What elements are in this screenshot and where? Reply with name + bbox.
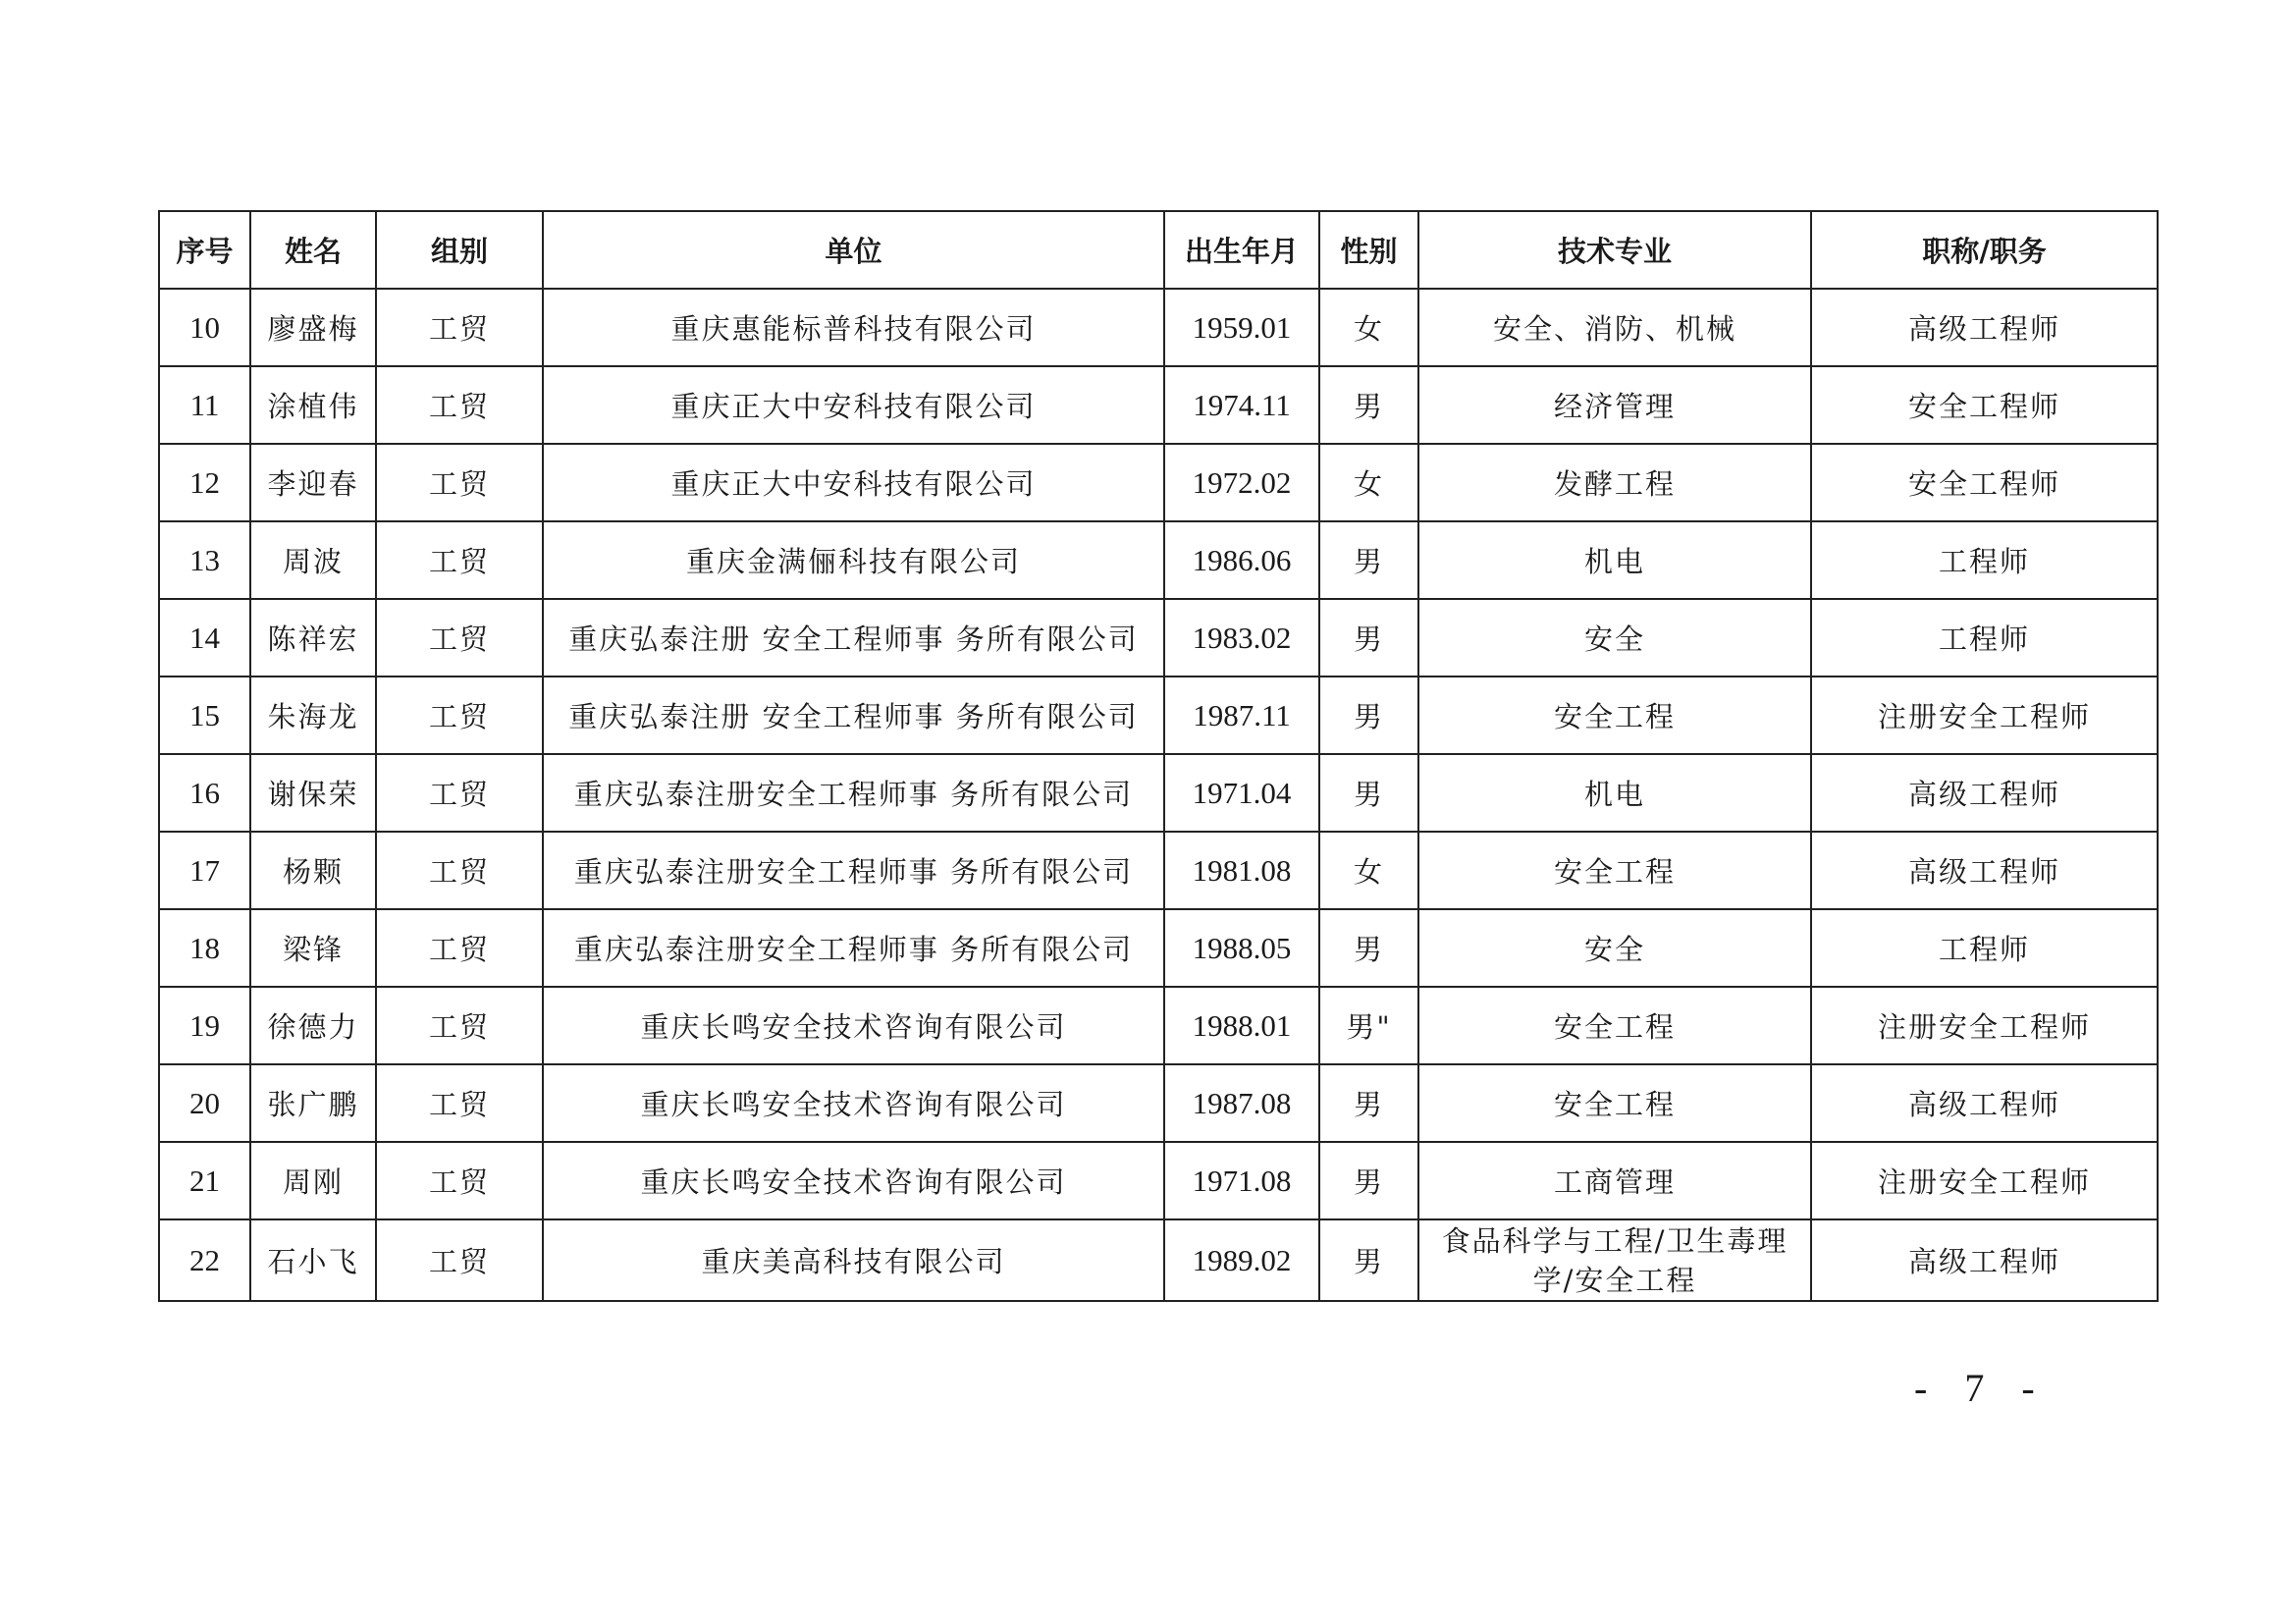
- cell-organization: 重庆弘泰注册 安全工程师事 务所有限公司: [543, 599, 1164, 677]
- cell-birth-date: 1971.08: [1164, 1142, 1319, 1219]
- cell-serial-number: 15: [159, 677, 250, 754]
- table-row: [159, 521, 2158, 599]
- header-organization: 单位: [543, 211, 1164, 289]
- cell-specialty: 安全、消防、机械: [1418, 289, 1811, 366]
- cell-specialty: 工商管理: [1418, 1142, 1811, 1219]
- table-row: [159, 1064, 2158, 1142]
- cell-gender: 女: [1319, 444, 1418, 521]
- header-serial-number: 序号: [159, 211, 250, 289]
- cell-title: 注册安全工程师: [1811, 987, 2158, 1064]
- cell-name: 朱海龙: [250, 677, 376, 754]
- table-row: [159, 444, 2158, 521]
- cell-title: 高级工程师: [1811, 289, 2158, 366]
- cell-organization: 重庆正大中安科技有限公司: [543, 366, 1164, 444]
- cell-group: 工贸: [376, 1064, 543, 1142]
- table-row: [159, 677, 2158, 754]
- cell-specialty: 食品科学与工程/卫生毒理学/安全工程: [1418, 1219, 1811, 1301]
- cell-gender: 女: [1319, 289, 1418, 366]
- cell-serial-number: 21: [159, 1142, 250, 1219]
- cell-birth-date: 1974.11: [1164, 366, 1319, 444]
- cell-gender: 男: [1319, 754, 1418, 832]
- cell-specialty: 安全工程: [1418, 832, 1811, 909]
- expert-roster-table: [158, 210, 2159, 1302]
- table-row: [159, 909, 2158, 987]
- cell-organization: 重庆金满俪科技有限公司: [543, 521, 1164, 599]
- cell-group: 工贸: [376, 1142, 543, 1219]
- cell-organization: 重庆弘泰注册 安全工程师事 务所有限公司: [543, 677, 1164, 754]
- cell-organization: 重庆美高科技有限公司: [543, 1219, 1164, 1301]
- cell-serial-number: 13: [159, 521, 250, 599]
- cell-name: 廖盛梅: [250, 289, 376, 366]
- cell-gender: 男": [1319, 987, 1418, 1064]
- cell-birth-date: 1989.02: [1164, 1219, 1319, 1301]
- table-row: [159, 289, 2158, 366]
- header-specialty: 技术专业: [1418, 211, 1811, 289]
- cell-name: 石小飞: [250, 1219, 376, 1301]
- cell-gender: 男: [1319, 909, 1418, 987]
- cell-title: 高级工程师: [1811, 1219, 2158, 1301]
- cell-title: 工程师: [1811, 909, 2158, 987]
- cell-name: 徐德力: [250, 987, 376, 1064]
- table-row: [159, 1142, 2158, 1219]
- cell-birth-date: 1959.01: [1164, 289, 1319, 366]
- cell-group: 工贸: [376, 599, 543, 677]
- cell-specialty: 机电: [1418, 521, 1811, 599]
- cell-serial-number: 12: [159, 444, 250, 521]
- cell-organization: 重庆弘泰注册安全工程师事 务所有限公司: [543, 754, 1164, 832]
- table-body: [159, 289, 2158, 1301]
- cell-serial-number: 11: [159, 366, 250, 444]
- cell-group: 工贸: [376, 289, 543, 366]
- cell-serial-number: 17: [159, 832, 250, 909]
- cell-gender: 男: [1319, 366, 1418, 444]
- cell-group: 工贸: [376, 444, 543, 521]
- cell-name: 李迎春: [250, 444, 376, 521]
- cell-birth-date: 1988.01: [1164, 987, 1319, 1064]
- cell-birth-date: 1987.11: [1164, 677, 1319, 754]
- cell-group: 工贸: [376, 987, 543, 1064]
- cell-title: 注册安全工程师: [1811, 677, 2158, 754]
- header-title: 职称/职务: [1811, 211, 2158, 289]
- cell-organization: 重庆弘泰注册安全工程师事 务所有限公司: [543, 832, 1164, 909]
- cell-organization: 重庆正大中安科技有限公司: [543, 444, 1164, 521]
- cell-birth-date: 1988.05: [1164, 909, 1319, 987]
- cell-serial-number: 19: [159, 987, 250, 1064]
- cell-name: 陈祥宏: [250, 599, 376, 677]
- table-row: [159, 754, 2158, 832]
- cell-group: 工贸: [376, 754, 543, 832]
- cell-name: 梁锋: [250, 909, 376, 987]
- cell-title: 工程师: [1811, 521, 2158, 599]
- cell-gender: 男: [1319, 1219, 1418, 1301]
- cell-specialty: 安全: [1418, 599, 1811, 677]
- cell-organization: 重庆长鸣安全技术咨询有限公司: [543, 1142, 1164, 1219]
- cell-gender: 男: [1319, 521, 1418, 599]
- cell-gender: 男: [1319, 677, 1418, 754]
- cell-specialty: 发酵工程: [1418, 444, 1811, 521]
- cell-specialty: 经济管理: [1418, 366, 1811, 444]
- cell-birth-date: 1972.02: [1164, 444, 1319, 521]
- table-row: [159, 1219, 2158, 1301]
- cell-birth-date: 1981.08: [1164, 832, 1319, 909]
- cell-organization: 重庆惠能标普科技有限公司: [543, 289, 1164, 366]
- cell-name: 杨颗: [250, 832, 376, 909]
- cell-title: 高级工程师: [1811, 754, 2158, 832]
- cell-gender: 女: [1319, 832, 1418, 909]
- cell-gender: 男: [1319, 599, 1418, 677]
- cell-name: 周波: [250, 521, 376, 599]
- cell-title: 安全工程师: [1811, 366, 2158, 444]
- cell-title: 注册安全工程师: [1811, 1142, 2158, 1219]
- cell-specialty: 安全工程: [1418, 677, 1811, 754]
- cell-group: 工贸: [376, 909, 543, 987]
- cell-specialty: 机电: [1418, 754, 1811, 832]
- cell-gender: 男: [1319, 1064, 1418, 1142]
- header-birth-date: 出生年月: [1164, 211, 1319, 289]
- cell-title: 高级工程师: [1811, 1064, 2158, 1142]
- cell-serial-number: 22: [159, 1219, 250, 1301]
- page-number: - 7 -: [1914, 1366, 2049, 1410]
- table-header-row: [159, 211, 2158, 289]
- cell-birth-date: 1983.02: [1164, 599, 1319, 677]
- cell-title: 工程师: [1811, 599, 2158, 677]
- cell-title: 高级工程师: [1811, 832, 2158, 909]
- cell-serial-number: 20: [159, 1064, 250, 1142]
- cell-serial-number: 18: [159, 909, 250, 987]
- table-row: [159, 366, 2158, 444]
- cell-group: 工贸: [376, 832, 543, 909]
- header-gender: 性别: [1319, 211, 1418, 289]
- table-row: [159, 832, 2158, 909]
- header-name: 姓名: [250, 211, 376, 289]
- cell-title: 安全工程师: [1811, 444, 2158, 521]
- cell-serial-number: 10: [159, 289, 250, 366]
- cell-group: 工贸: [376, 1219, 543, 1301]
- cell-organization: 重庆长鸣安全技术咨询有限公司: [543, 1064, 1164, 1142]
- cell-name: 涂植伟: [250, 366, 376, 444]
- cell-group: 工贸: [376, 521, 543, 599]
- cell-group: 工贸: [376, 366, 543, 444]
- cell-birth-date: 1986.06: [1164, 521, 1319, 599]
- cell-serial-number: 16: [159, 754, 250, 832]
- header-group: 组别: [376, 211, 543, 289]
- cell-specialty: 安全工程: [1418, 987, 1811, 1064]
- cell-name: 张广鹏: [250, 1064, 376, 1142]
- cell-gender: 男: [1319, 1142, 1418, 1219]
- cell-specialty: 安全工程: [1418, 1064, 1811, 1142]
- cell-serial-number: 14: [159, 599, 250, 677]
- cell-group: 工贸: [376, 677, 543, 754]
- cell-birth-date: 1987.08: [1164, 1064, 1319, 1142]
- cell-specialty: 安全: [1418, 909, 1811, 987]
- cell-organization: 重庆长鸣安全技术咨询有限公司: [543, 987, 1164, 1064]
- cell-name: 谢保荣: [250, 754, 376, 832]
- cell-name: 周刚: [250, 1142, 376, 1219]
- table-row: [159, 599, 2158, 677]
- cell-birth-date: 1971.04: [1164, 754, 1319, 832]
- cell-organization: 重庆弘泰注册安全工程师事 务所有限公司: [543, 909, 1164, 987]
- table-row: [159, 987, 2158, 1064]
